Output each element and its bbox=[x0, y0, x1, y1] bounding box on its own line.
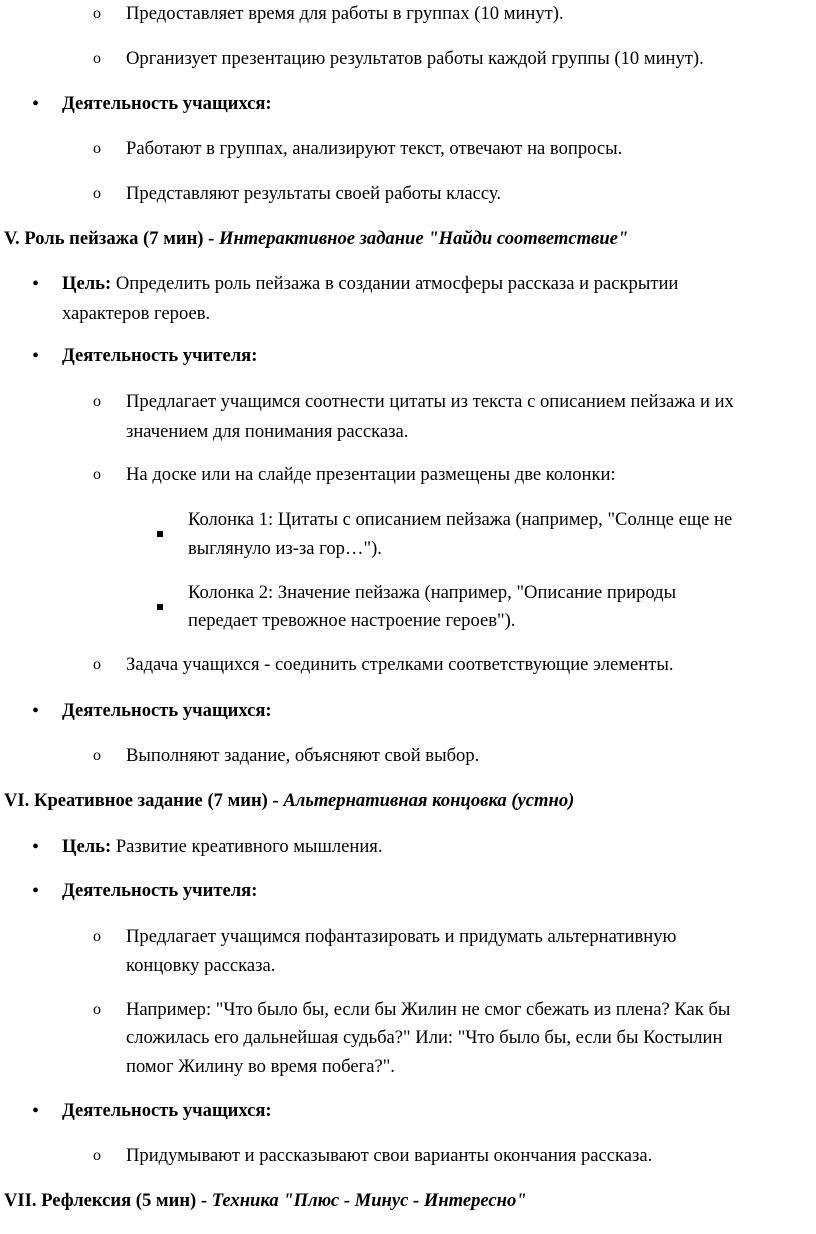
square-bullet-icon bbox=[157, 604, 163, 610]
students-activity-label: Деятельность учащихся: bbox=[62, 1100, 272, 1121]
circle-bullet-icon: o bbox=[93, 5, 101, 22]
dot-bullet-icon: • bbox=[32, 93, 40, 115]
circle-bullet-icon: o bbox=[93, 1147, 101, 1164]
dot-bullet-icon: • bbox=[32, 1100, 40, 1122]
students-activity-label: Деятельность учащихся: bbox=[62, 700, 272, 721]
teacher-activity-label: Деятельность учителя: bbox=[62, 880, 258, 901]
circle-bullet-icon: o bbox=[93, 1001, 101, 1018]
circle-bullet-icon: o bbox=[93, 140, 101, 157]
circle-bullet-icon: o bbox=[93, 50, 101, 67]
circle-bullet-icon: o bbox=[93, 656, 101, 673]
square-bullet-icon bbox=[157, 531, 163, 537]
students-activity-label: Деятельность учащихся: bbox=[62, 93, 272, 114]
circle-bullet-icon: o bbox=[93, 928, 101, 945]
dot-bullet-icon: • bbox=[32, 880, 40, 902]
dot-bullet-icon: • bbox=[32, 345, 40, 367]
dot-bullet-icon: • bbox=[32, 700, 40, 722]
circle-bullet-icon: o bbox=[93, 466, 101, 483]
circle-bullet-icon: o bbox=[93, 393, 101, 410]
dot-bullet-icon: • bbox=[32, 273, 40, 295]
circle-bullet-icon: o bbox=[93, 747, 101, 764]
dot-bullet-icon: • bbox=[32, 836, 40, 858]
goal-label: Цель: bbox=[62, 836, 112, 857]
circle-bullet-icon: o bbox=[93, 185, 101, 202]
teacher-activity-label: Деятельность учителя: bbox=[62, 345, 258, 366]
goal-label: Цель: bbox=[62, 273, 112, 294]
